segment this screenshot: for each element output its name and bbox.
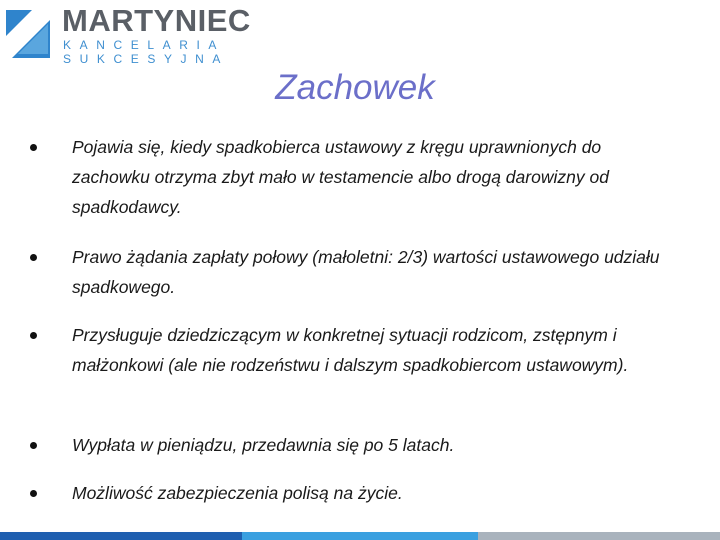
footer-segment-dark-blue (0, 532, 242, 540)
bullet-text: Możliwość zabezpieczenia polisą na życie. (72, 483, 403, 503)
logo-subtitle-line1: KANCELARIA (63, 38, 226, 52)
company-logo (4, 3, 251, 66)
footer-segment-light-blue (242, 532, 478, 540)
bullet-text: Prawo żądania zapłaty połowy (małoletni: 2/3) wartości ustawowego udziału spadkowego. (72, 247, 660, 297)
bullet-dot-icon (30, 442, 37, 449)
footer-bar (0, 532, 720, 540)
bullet-dot-icon (30, 332, 37, 339)
bullet-dot-icon (30, 490, 37, 497)
logo-name: MARTYNIEC (62, 3, 251, 38)
bullet-text: Wypłata w pieniądzu, przedawnia się po 5 latach. (72, 435, 455, 455)
bullet-text: Przysługuje dziedziczącym w konkretnej sytuacji rodzicom, zstępnym i małżonkowi (ale nie rodzeństwu i dalszym spadkobiercom ustawowym). (72, 325, 629, 375)
bullet-dot-icon (30, 254, 37, 261)
slide-title: Zachowek (275, 68, 435, 107)
logo-subtitle-line2: SUKCESYJNA (63, 52, 230, 66)
footer-segment-gray (478, 532, 720, 540)
bullet-dot-icon (30, 144, 37, 151)
logo-mark-icon (4, 4, 52, 60)
bullet-text: Pojawia się, kiedy spadkobierca ustawowy z kręgu uprawnionych do zachowku otrzyma zbyt mało w testamencie albo drogą darowizny od spadkodawcy. (72, 137, 609, 217)
